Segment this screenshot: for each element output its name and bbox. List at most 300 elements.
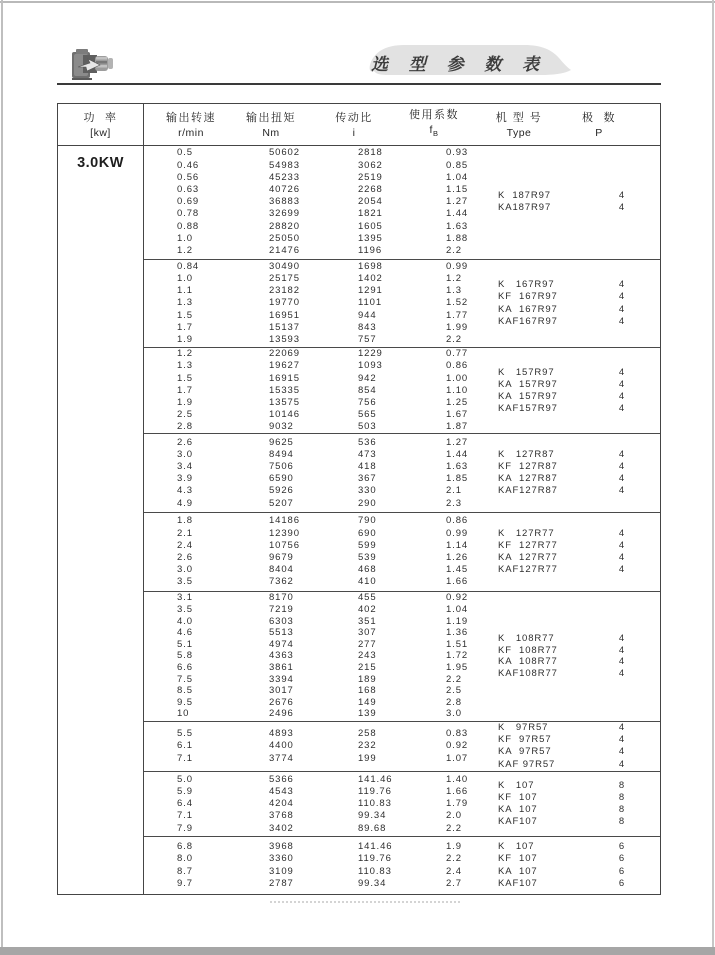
factor-cell: 2.2: [446, 853, 462, 865]
type-cell: KA 97R57: [498, 746, 552, 758]
ratio-cell: 189: [358, 673, 377, 685]
speed-cell: 7.1: [177, 752, 193, 764]
ratio-cell: 99.34: [358, 810, 387, 822]
torque-column: [269, 146, 358, 259]
type-cell: KA 127R77: [498, 552, 558, 564]
ratio-cell: 944: [358, 309, 377, 321]
speed-cell: 2.6: [177, 436, 193, 448]
torque-cell: 19627: [269, 360, 300, 372]
speed-cell: 6.1: [177, 740, 193, 752]
type-cell: KAF107: [498, 877, 538, 889]
speed-cell: 4.0: [177, 615, 193, 627]
type-cell: K 107: [498, 841, 535, 853]
speed-cell: 1.7: [177, 384, 193, 396]
torque-cell: 22069: [269, 348, 300, 360]
ratio-cell: 307: [358, 627, 377, 639]
torque-cell: 2787: [269, 877, 294, 889]
torque-cell: 4204: [269, 798, 294, 810]
torque-cell: 6303: [269, 615, 294, 627]
torque-cell: 4893: [269, 728, 294, 740]
ratio-cell: 149: [358, 696, 377, 708]
factor-cell: 1.45: [446, 564, 469, 576]
factor-cell: 1.04: [446, 604, 469, 616]
factor-cell: 2.4: [446, 865, 462, 877]
poles-cell: 4: [618, 758, 626, 770]
torque-column: [269, 837, 358, 894]
speed-cell: 9.5: [177, 696, 193, 708]
factor-column: [446, 722, 494, 772]
ratio-cell: 141.46: [358, 841, 393, 853]
poles-column: [599, 348, 645, 433]
ratio-cell: 243: [358, 650, 377, 662]
header-columns: [144, 104, 660, 145]
header-factor-unit: [404, 123, 464, 141]
speed-cell: 3.9: [177, 473, 193, 485]
poles-cell: 4: [618, 734, 626, 746]
header-col-factor: [404, 104, 464, 145]
speed-cell: 3.0: [177, 448, 193, 460]
torque-cell: 5926: [269, 485, 294, 497]
factor-column: [446, 146, 494, 259]
speed-cell: 2.6: [177, 552, 193, 564]
speed-cell: 0.88: [177, 220, 200, 232]
speed-cell: 4.6: [177, 627, 193, 639]
torque-cell: 45233: [269, 171, 300, 183]
torque-cell: 9032: [269, 421, 294, 433]
ratio-column: [358, 434, 446, 512]
poles-cell: 4: [618, 291, 626, 303]
poles-cell: 4: [618, 644, 626, 656]
header-power-label: 功 率: [83, 111, 118, 124]
speed-cell: 1.5: [177, 372, 193, 384]
ratio-cell: 367: [358, 473, 377, 485]
ratio-cell: 503: [358, 421, 377, 433]
type-cell: KAF127R87: [498, 485, 558, 497]
factor-cell: 1.88: [446, 232, 469, 244]
ratio-cell: 468: [358, 564, 377, 576]
ratio-cell: 139: [358, 708, 377, 720]
header-ratio-unit: i: [352, 126, 356, 139]
ratio-cell: 277: [358, 638, 377, 650]
ratio-cell: 418: [358, 461, 377, 473]
factor-cell: 0.92: [446, 592, 469, 604]
type-column: [494, 434, 599, 512]
speed-column: [144, 837, 269, 894]
speed-cell: 1.1: [177, 285, 193, 297]
header-poles-unit: P: [595, 126, 603, 139]
poles-cell: 4: [618, 485, 626, 497]
torque-cell: 40726: [269, 184, 300, 196]
speed-cell: 5.9: [177, 786, 193, 797]
speed-cell: 3.1: [177, 592, 193, 604]
header-power: [58, 104, 144, 145]
ratio-column: [358, 348, 446, 433]
table-row-group: [144, 771, 660, 836]
page-edge-bottom: [0, 947, 715, 955]
ratio-cell: 199: [358, 752, 377, 764]
ratio-cell: 1395: [358, 232, 383, 244]
speed-cell: 0.63: [177, 184, 200, 196]
header-col-speed: [144, 104, 238, 145]
torque-cell: 32699: [269, 208, 300, 220]
torque-cell: 5207: [269, 497, 294, 509]
poles-cell: 4: [618, 190, 626, 202]
factor-cell: 1.63: [446, 220, 469, 232]
header-factor-label: 使用系数: [409, 109, 459, 122]
speed-column: [144, 592, 269, 721]
poles-cell: 4: [618, 564, 626, 576]
torque-cell: 14186: [269, 515, 300, 527]
factor-cell: 1.66: [446, 786, 469, 797]
type-column: [494, 722, 599, 772]
factor-cell: 1.04: [446, 171, 469, 183]
type-cell: KAF157R97: [498, 403, 558, 415]
poles-cell: 4: [618, 552, 626, 564]
type-cell: KA 157R97: [498, 390, 558, 402]
speed-cell: 0.84: [177, 260, 200, 272]
torque-cell: 8170: [269, 592, 294, 604]
poles-cell: 4: [618, 527, 626, 539]
ratio-cell: 1101: [358, 297, 383, 309]
torque-cell: 2676: [269, 696, 294, 708]
speed-cell: 1.0: [177, 273, 193, 285]
poles-cell: 4: [618, 473, 626, 485]
speed-cell: 8.0: [177, 853, 193, 865]
poles-cell: 6: [618, 865, 626, 877]
ratio-cell: 110.83: [358, 798, 392, 810]
poles-cell: 4: [618, 633, 626, 645]
type-cell: K 97R57: [498, 722, 549, 734]
poles-column: [599, 722, 645, 772]
speed-column: [144, 146, 269, 259]
ratio-column: [358, 772, 446, 836]
torque-cell: 3109: [269, 865, 294, 877]
poles-cell: 4: [618, 403, 626, 415]
type-cell: KA 157R97: [498, 378, 558, 390]
ratio-cell: 843: [358, 321, 377, 333]
ratio-cell: 141.46: [358, 773, 393, 785]
speed-cell: 10: [177, 708, 190, 720]
page-edge-right: [712, 0, 714, 948]
factor-cell: 0.83: [446, 728, 469, 740]
speed-cell: 5.1: [177, 638, 193, 650]
speed-column: [144, 348, 269, 433]
poles-cell: 6: [618, 853, 626, 865]
torque-cell: 54983: [269, 159, 300, 171]
torque-cell: 5366: [269, 773, 294, 785]
table-header: [58, 104, 660, 146]
type-cell: KAF167R97: [498, 315, 558, 327]
speed-cell: 0.5: [177, 147, 193, 159]
torque-cell: 3360: [269, 853, 294, 865]
poles-cell: 8: [618, 816, 626, 828]
torque-column: [269, 722, 358, 772]
torque-cell: 10146: [269, 409, 300, 421]
ratio-column: [358, 837, 446, 894]
factor-cell: 1.52: [446, 297, 469, 309]
title-banner: [356, 44, 572, 77]
poles-cell: 8: [618, 804, 626, 816]
ratio-cell: 1093: [358, 360, 383, 372]
torque-cell: 10756: [269, 539, 300, 551]
torque-column: [269, 348, 358, 433]
factor-cell: 2.7: [446, 877, 462, 889]
speed-cell: 1.7: [177, 321, 193, 333]
torque-cell: 3968: [269, 841, 294, 853]
poles-cell: 4: [618, 746, 626, 758]
speed-cell: 0.78: [177, 208, 200, 220]
torque-cell: 5513: [269, 627, 294, 639]
table-blocks: [144, 146, 660, 894]
torque-cell: 9679: [269, 552, 294, 564]
torque-cell: 4543: [269, 786, 294, 797]
speed-cell: 8.7: [177, 865, 193, 877]
table-row-group: [144, 591, 660, 721]
type-column: [494, 772, 599, 836]
table-row-group: [144, 146, 660, 259]
factor-cell: 1.36: [446, 627, 469, 639]
factor-cell: 0.86: [446, 360, 469, 372]
torque-cell: 23182: [269, 285, 300, 297]
factor-cell: 0.86: [446, 515, 469, 527]
speed-cell: 7.5: [177, 673, 193, 685]
poles-cell: 4: [618, 667, 626, 679]
ratio-cell: 99.34: [358, 877, 387, 889]
torque-cell: 9625: [269, 436, 294, 448]
torque-cell: 8404: [269, 564, 294, 576]
type-cell: KA 107: [498, 865, 538, 877]
poles-cell: 4: [618, 279, 626, 291]
factor-cell: 1.14: [446, 539, 469, 551]
table-row-group: [144, 259, 660, 348]
speed-cell: 0.46: [177, 159, 200, 171]
power-column: [58, 146, 144, 894]
torque-cell: 15335: [269, 384, 300, 396]
type-cell: KA187R97: [498, 202, 552, 214]
type-column: [494, 260, 599, 348]
factor-cell: 1.67: [446, 409, 469, 421]
speed-cell: 2.8: [177, 421, 193, 433]
torque-cell: 4974: [269, 638, 294, 650]
ratio-cell: 539: [358, 552, 377, 564]
header-poles-label: 极 数: [581, 111, 617, 124]
speed-column: [144, 772, 269, 836]
factor-cell: 2.8: [446, 696, 462, 708]
factor-column: [446, 772, 494, 836]
factor-cell: 1.10: [446, 384, 469, 396]
ratio-cell: 2268: [358, 184, 383, 196]
poles-column: [599, 434, 645, 512]
factor-cell: 0.85: [446, 159, 469, 171]
scan-artifact: [270, 901, 460, 904]
type-column: [494, 348, 599, 433]
table-body: [58, 146, 660, 894]
poles-cell: 6: [618, 841, 626, 853]
ratio-cell: 110.83: [358, 865, 392, 877]
factor-cell: 1.00: [446, 372, 469, 384]
torque-column: [269, 772, 358, 836]
speed-cell: 0.56: [177, 171, 200, 183]
poles-cell: 4: [618, 378, 626, 390]
torque-cell: 3017: [269, 685, 294, 697]
torque-column: [269, 260, 358, 348]
ratio-cell: 1605: [358, 220, 383, 232]
factor-cell: 1.51: [446, 638, 469, 650]
ratio-cell: 690: [358, 527, 377, 539]
poles-cell: 4: [618, 390, 626, 402]
speed-cell: 1.5: [177, 309, 193, 321]
speed-cell: 5.8: [177, 650, 193, 662]
ratio-cell: 757: [358, 333, 377, 345]
type-cell: K 127R87: [498, 448, 555, 460]
factor-cell: 1.19: [446, 615, 469, 627]
speed-cell: 3.5: [177, 604, 193, 616]
factor-cell: 2.2: [446, 673, 462, 685]
ratio-cell: 1291: [358, 285, 383, 297]
type-cell: KF 107: [498, 792, 538, 804]
header-factor-unit-f: f: [429, 124, 433, 137]
poles-column: [599, 837, 645, 894]
factor-cell: 1.27: [446, 436, 469, 448]
type-cell: KAF107: [498, 816, 538, 828]
type-cell: KA 107: [498, 804, 538, 816]
speed-cell: 1.8: [177, 515, 193, 527]
ratio-cell: 215: [358, 662, 377, 674]
ratio-cell: 119.76: [358, 786, 392, 797]
poles-cell: 6: [618, 877, 626, 889]
factor-cell: 1.26: [446, 552, 469, 564]
gearmotor-photo-icon: [70, 45, 116, 82]
ratio-cell: 1821: [358, 208, 383, 220]
factor-cell: 0.92: [446, 740, 469, 752]
type-cell: KF 108R77: [498, 644, 558, 656]
ratio-cell: 2519: [358, 171, 383, 183]
header-torque-label: 输出扭矩: [246, 111, 296, 124]
ratio-column: [358, 592, 446, 721]
factor-cell: 1.9: [446, 841, 462, 853]
torque-cell: 21476: [269, 244, 300, 256]
speed-cell: 6.4: [177, 798, 193, 810]
header-speed-unit: r/min: [178, 126, 204, 139]
ratio-cell: 473: [358, 448, 377, 460]
ratio-cell: 599: [358, 539, 377, 551]
ratio-column: [358, 146, 446, 259]
torque-cell: 30490: [269, 260, 300, 272]
poles-cell: 4: [618, 303, 626, 315]
type-cell: K 157R97: [498, 366, 555, 378]
ratio-cell: 1229: [358, 348, 383, 360]
factor-column: [446, 513, 494, 591]
speed-cell: 2.5: [177, 409, 193, 421]
factor-cell: 1.72: [446, 650, 469, 662]
poles-column: [599, 260, 645, 348]
poles-cell: 4: [618, 315, 626, 327]
factor-cell: 1.44: [446, 448, 469, 460]
type-cell: KF 97R57: [498, 734, 552, 746]
ratio-cell: 536: [358, 436, 377, 448]
factor-column: [446, 348, 494, 433]
factor-cell: 1.99: [446, 321, 469, 333]
poles-cell: 4: [618, 448, 626, 460]
type-column: [494, 837, 599, 894]
speed-cell: 7.1: [177, 810, 193, 822]
torque-cell: 3774: [269, 752, 294, 764]
factor-column: [446, 434, 494, 512]
speed-cell: 1.3: [177, 297, 193, 309]
speed-cell: 1.2: [177, 348, 193, 360]
factor-cell: 2.2: [446, 244, 462, 256]
page-edge-top: [0, 1, 715, 3]
speed-cell: 5.0: [177, 773, 193, 785]
ratio-cell: 1698: [358, 260, 383, 272]
speed-column: [144, 434, 269, 512]
page-title: 选 型 参 数 表: [371, 55, 547, 74]
ratio-cell: 232: [358, 740, 377, 752]
factor-cell: 0.99: [446, 260, 469, 272]
poles-column: [599, 592, 645, 721]
factor-cell: 2.5: [446, 685, 462, 697]
header-speed-label: 输出转速: [166, 111, 216, 124]
factor-cell: 1.77: [446, 309, 469, 321]
speed-cell: 3.0: [177, 564, 193, 576]
torque-cell: 3394: [269, 673, 294, 685]
type-cell: K 107: [498, 779, 535, 791]
speed-cell: 8.5: [177, 685, 193, 697]
factor-cell: 1.63: [446, 461, 469, 473]
speed-column: [144, 513, 269, 591]
type-cell: K 167R97: [498, 279, 555, 291]
header-rule: [57, 83, 661, 85]
ratio-cell: 1196: [358, 244, 383, 256]
type-column: [494, 513, 599, 591]
page-edge-left: [1, 0, 3, 955]
ratio-cell: 351: [358, 615, 377, 627]
factor-cell: 2.3: [446, 497, 462, 509]
speed-cell: 1.3: [177, 360, 193, 372]
factor-cell: 1.3: [446, 285, 462, 297]
poles-cell: 4: [618, 202, 626, 214]
speed-column: [144, 260, 269, 348]
factor-cell: 1.40: [446, 773, 469, 785]
speed-cell: 3.5: [177, 576, 193, 588]
speed-cell: 4.3: [177, 485, 193, 497]
table-row-group: [144, 721, 660, 772]
torque-cell: 16951: [269, 309, 300, 321]
factor-cell: 1.87: [446, 421, 469, 433]
table-row-group: [144, 512, 660, 591]
torque-cell: 7362: [269, 576, 294, 588]
ratio-cell: 854: [358, 384, 377, 396]
ratio-cell: 402: [358, 604, 377, 616]
torque-cell: 6590: [269, 473, 294, 485]
factor-cell: 2.2: [446, 333, 462, 345]
header-col-type: [464, 104, 574, 145]
header-col-poles: [574, 104, 624, 145]
type-cell: KF 167R97: [498, 291, 558, 303]
torque-cell: 19770: [269, 297, 300, 309]
type-cell: K 187R97: [498, 190, 551, 202]
ratio-cell: 410: [358, 576, 377, 588]
type-cell: K 127R77: [498, 527, 555, 539]
speed-cell: 7.9: [177, 822, 193, 834]
type-cell: KAF 97R57: [498, 758, 556, 770]
power-value: 3.0KW: [77, 155, 124, 171]
factor-cell: 1.66: [446, 576, 469, 588]
poles-cell: 4: [618, 461, 626, 473]
header-torque-unit: Nm: [262, 126, 280, 139]
torque-column: [269, 434, 358, 512]
poles-cell: 8: [618, 779, 626, 791]
